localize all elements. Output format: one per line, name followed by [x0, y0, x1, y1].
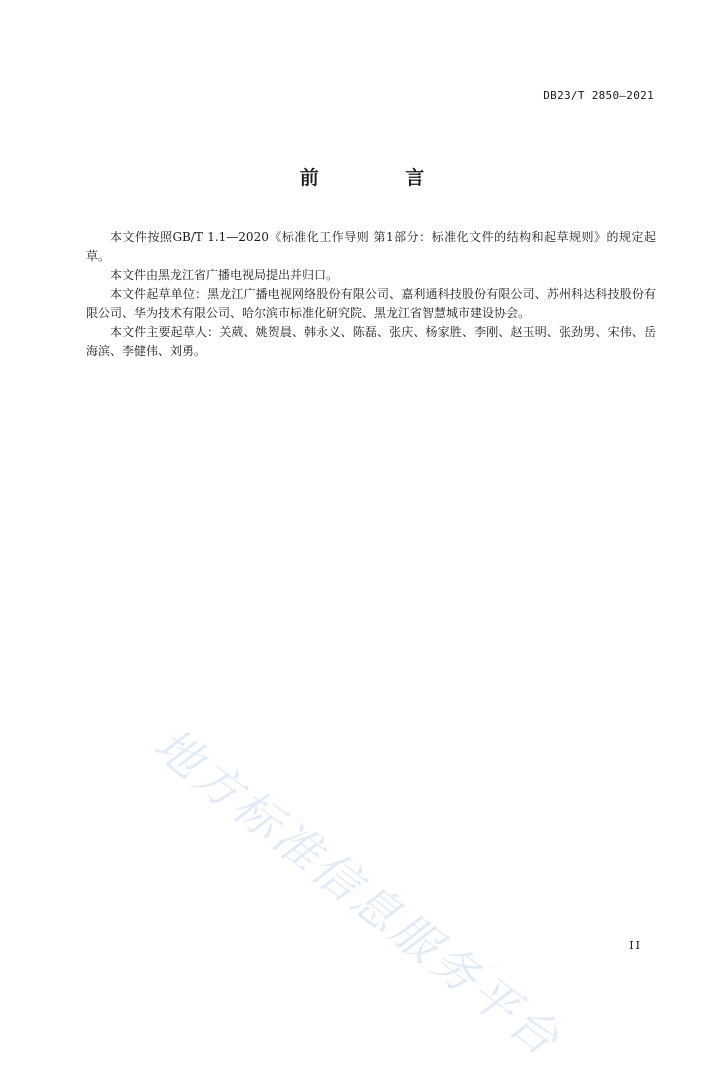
- paragraph-proposer: 本文件由黑龙江省广播电视局提出并归口。: [110, 268, 339, 282]
- document-code: DB23/T 2850—2021: [543, 89, 654, 102]
- body-text: [86, 228, 656, 361]
- page-title: 前 言: [299, 167, 465, 189]
- paragraph-drafting-rules: 本文件按照GB/T 1.1—2020《标准化工作导则 第1部分：标准化文件的结构和起草规则》的规定起草。: [86, 230, 656, 263]
- paragraph-drafting-units: 本文件起草单位：黑龙江广播电视网络股份有限公司、嘉利通科技股份有限公司、苏州科达科技股份有限公司、华为技术有限公司、哈尔滨市标准化研究院、黑龙江省智慧城市建设协会。: [86, 287, 656, 320]
- page-number: II: [629, 939, 642, 952]
- watermark: 地方标准信息服务平台: [144, 717, 572, 1068]
- paragraph-drafters: 本文件主要起草人：关葳、姚贺晨、韩永义、陈磊、张庆、杨家胜、李刚、赵玉明、张劲男、宋伟、岳海滨、李健伟、刘勇。: [86, 325, 656, 358]
